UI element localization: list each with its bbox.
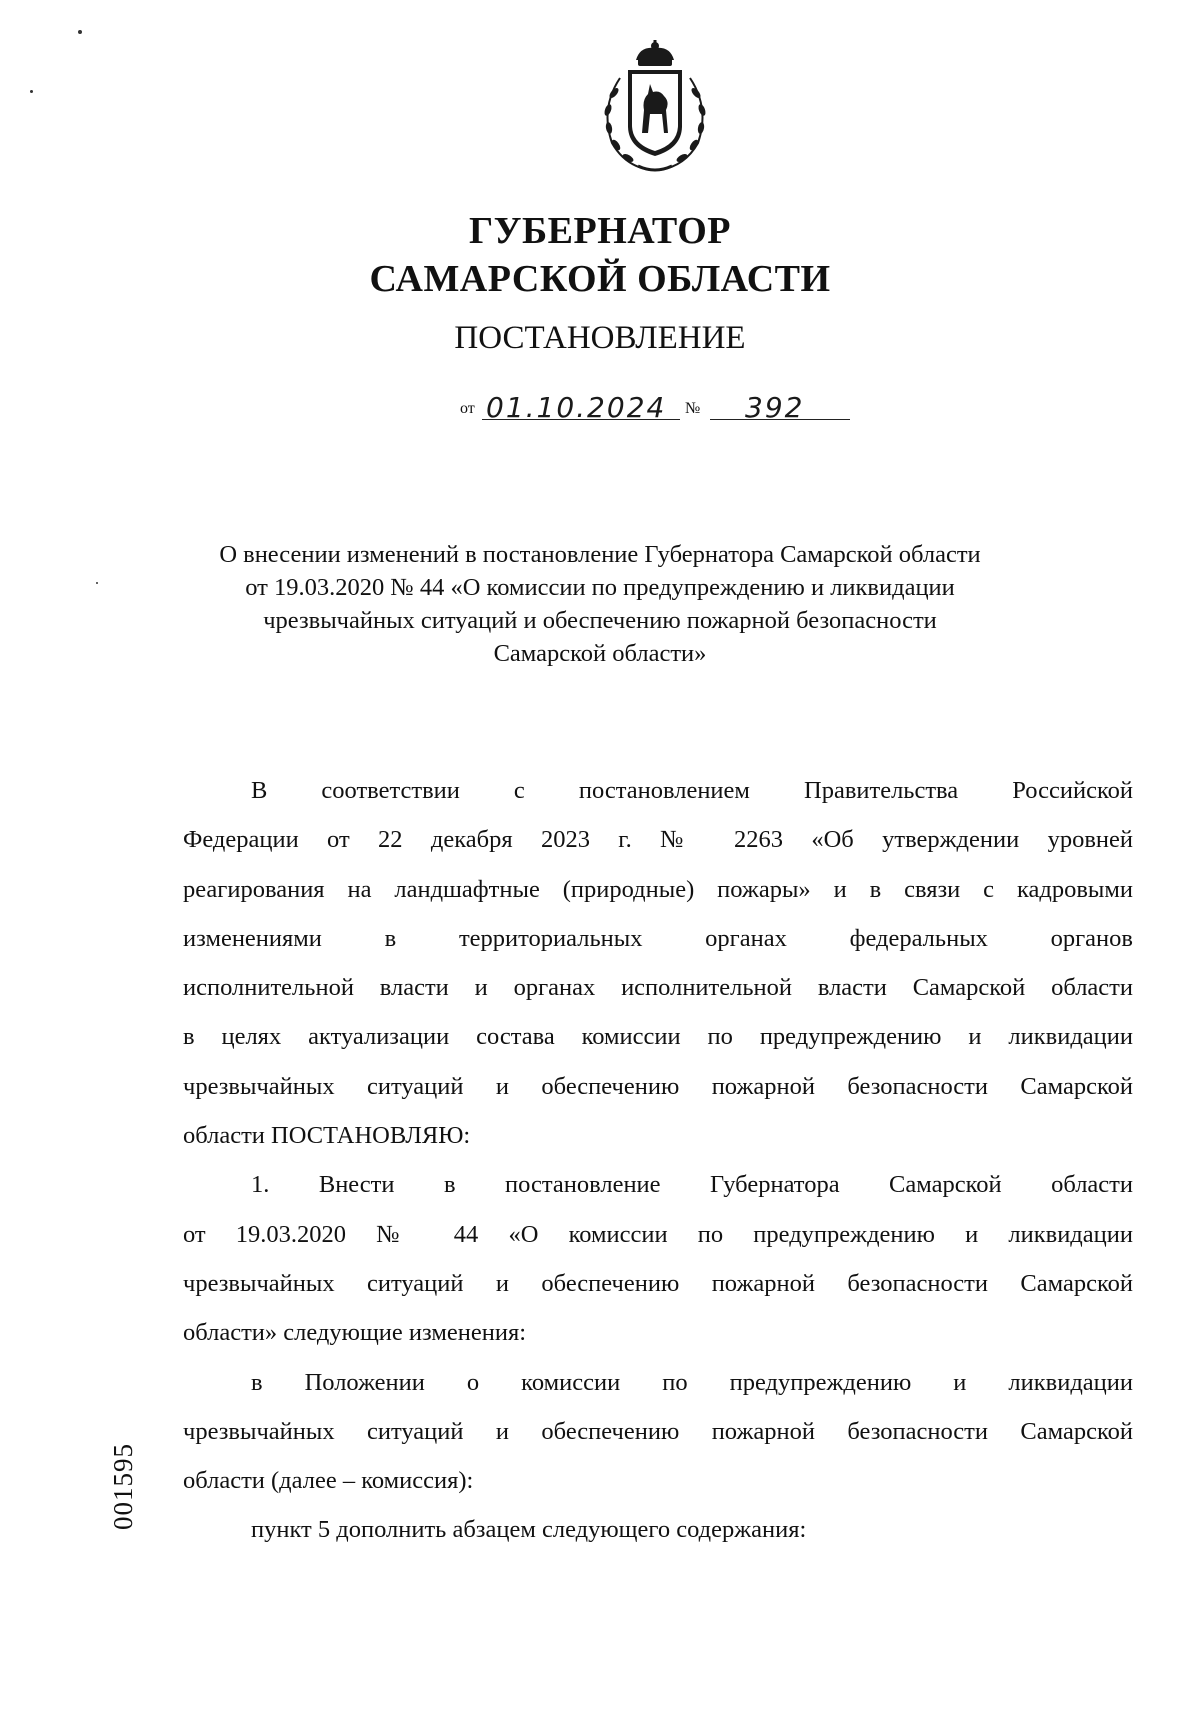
body-line: исполнительной власти и органах исполнительной власти Самарской области <box>183 974 1133 1002</box>
subject-line: от 19.03.2020 № 44 «О комиссии по предупреждению и ликвидации <box>245 574 955 601</box>
scan-speck <box>30 90 33 93</box>
body-line: Федерации от 22 декабря 2023 г. № 2263 «Об утверждении уровней <box>183 826 1133 854</box>
body-line: 1. Внести в постановление Губернатора Самарской области <box>251 1171 1133 1199</box>
date-label: от <box>460 400 475 417</box>
issuer-title-line-2: САМАРСКОЙ ОБЛАСТИ <box>369 258 831 300</box>
body-line: В соответствии с постановлением Правительства Российской <box>251 777 1133 804</box>
body-line: в целях актуализации состава комиссии по предупреждению и ликвидации <box>183 1023 1133 1051</box>
body-line: изменениями в территориальных органах федеральных органов <box>183 924 1133 952</box>
body-line: области ПОСТАНОВЛЯЮ: <box>183 1122 471 1150</box>
body-line: от 19.03.2020 № 44 «О комиссии по предупреждению и ликвидации <box>183 1220 1133 1248</box>
body-line: пункт 5 дополнить абзацем следующего содержания: <box>251 1516 807 1544</box>
issuer-title-line-1: ГУБЕРНАТОР <box>468 210 732 252</box>
body-line: чрезвычайных ситуаций и обеспечению пожарной безопасности Самарской <box>183 1417 1133 1445</box>
serial-number: 001595 <box>108 1443 138 1530</box>
subject-line: чрезвычайных ситуаций и обеспечению пожарной безопасности <box>263 607 937 634</box>
body-line: области» следующие изменения: <box>183 1319 527 1347</box>
document-subject <box>160 538 1040 670</box>
body-line: в Положении о комиссии по предупреждению и ликвидации <box>251 1368 1133 1396</box>
body-line: реагирования на ландшафтные (природные) пожары» и в связи с кадровыми <box>183 875 1133 903</box>
number-label: № <box>685 400 701 417</box>
handwritten-date: 01.10.2024 <box>486 391 667 424</box>
coat-of-arms-icon <box>590 38 720 178</box>
scan-speck <box>78 30 82 34</box>
document-body <box>183 766 1133 1555</box>
subject-line: О внесении изменений в постановление Губернатора Самарской области <box>219 541 981 568</box>
body-line: области (далее – комиссия): <box>183 1467 474 1495</box>
scan-speck <box>96 582 98 584</box>
body-line: чрезвычайных ситуаций и обеспечению пожарной безопасности Самарской <box>183 1072 1133 1100</box>
date-number-row <box>460 386 860 426</box>
body-line: чрезвычайных ситуаций и обеспечению пожарной безопасности Самарской <box>183 1269 1133 1297</box>
document-type: ПОСТАНОВЛЕНИЕ <box>454 320 746 356</box>
handwritten-number: 392 <box>745 391 805 424</box>
subject-line: Самарской области» <box>493 640 707 667</box>
